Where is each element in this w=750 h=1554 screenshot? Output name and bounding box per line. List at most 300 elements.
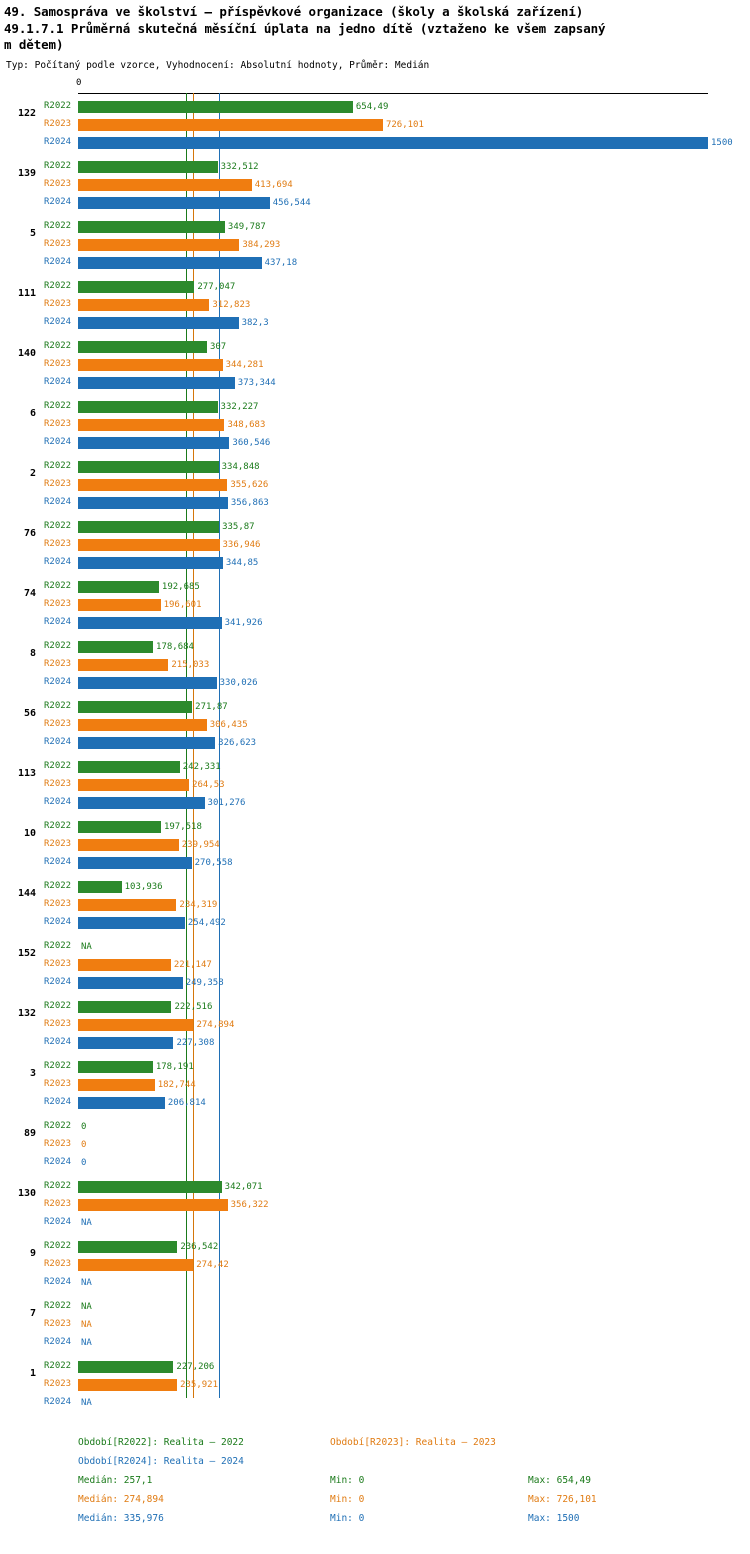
bar-r2023[interactable] bbox=[78, 299, 209, 311]
bar-r2024[interactable] bbox=[78, 377, 235, 389]
bar-value-label: NA bbox=[81, 941, 92, 952]
bar-r2022[interactable] bbox=[78, 101, 353, 113]
chart-group bbox=[0, 1060, 750, 1120]
bar-value-label: 356,863 bbox=[230, 497, 269, 508]
bar-r2023[interactable] bbox=[78, 959, 171, 971]
bar-value-label: 382,3 bbox=[241, 317, 269, 328]
bar-r2023[interactable] bbox=[78, 119, 383, 131]
bar-r2024[interactable] bbox=[78, 317, 239, 329]
chart-bar-row[interactable] bbox=[0, 940, 750, 954]
chart-header bbox=[0, 0, 750, 71]
bar-value-label: 221,147 bbox=[173, 959, 212, 970]
group-category-label: 9 bbox=[29, 1247, 36, 1259]
chart-bar-row[interactable] bbox=[0, 436, 750, 450]
group-category-label: 5 bbox=[29, 227, 36, 239]
series-label-r2022: R2022 bbox=[44, 340, 72, 351]
chart-bar-row[interactable] bbox=[0, 280, 750, 294]
chart-group bbox=[0, 1360, 750, 1420]
chart-bar-row[interactable] bbox=[0, 1060, 750, 1074]
chart-bar-row[interactable] bbox=[0, 898, 750, 912]
chart-bar-row[interactable] bbox=[0, 160, 750, 174]
series-label-r2022: R2022 bbox=[44, 1120, 72, 1131]
bar-value-label: 270,558 bbox=[194, 857, 233, 868]
chart-group bbox=[0, 1000, 750, 1060]
chart-bar-row[interactable] bbox=[0, 340, 750, 354]
bar-value-label: 356,322 bbox=[230, 1199, 269, 1210]
chart-bar-row[interactable] bbox=[0, 580, 750, 594]
bar-r2024[interactable] bbox=[78, 917, 185, 929]
group-category-label: 132 bbox=[17, 1007, 36, 1019]
bar-r2024[interactable] bbox=[78, 1037, 173, 1049]
bar-r2022[interactable] bbox=[78, 881, 122, 893]
bar-value-label: 348,683 bbox=[227, 419, 266, 430]
bar-r2024[interactable] bbox=[78, 257, 262, 269]
bar-value-label: NA bbox=[81, 1397, 92, 1408]
bar-value-label: 254,492 bbox=[187, 917, 226, 928]
series-label-r2023: R2023 bbox=[44, 1318, 72, 1329]
chart-bar-row[interactable] bbox=[0, 1198, 750, 1212]
bar-r2023[interactable] bbox=[78, 1259, 193, 1271]
bar-r2024[interactable] bbox=[78, 977, 183, 989]
chart-group bbox=[0, 1180, 750, 1240]
series-label-r2022: R2022 bbox=[44, 820, 72, 831]
chart-bar-row[interactable] bbox=[0, 838, 750, 852]
chart-bar-row[interactable] bbox=[0, 1180, 750, 1194]
chart-bar-row[interactable] bbox=[0, 220, 750, 234]
series-label-r2023: R2023 bbox=[44, 1018, 72, 1029]
bar-value-label: 1500 bbox=[711, 137, 733, 148]
series-label-r2024: R2024 bbox=[44, 1036, 72, 1047]
chart-bar-row[interactable] bbox=[0, 316, 750, 330]
bar-value-label: 332,512 bbox=[220, 161, 259, 172]
chart-bar-row[interactable] bbox=[0, 1018, 750, 1032]
bar-r2022[interactable] bbox=[78, 1181, 222, 1193]
series-label-r2024: R2024 bbox=[44, 1336, 72, 1347]
group-category-label: 8 bbox=[29, 647, 36, 659]
series-label-r2024: R2024 bbox=[44, 796, 72, 807]
bar-value-label: 301,276 bbox=[207, 797, 246, 808]
bar-value-label: 332,227 bbox=[220, 401, 259, 412]
bar-value-label: 360,546 bbox=[232, 437, 271, 448]
bar-value-label: NA bbox=[81, 1337, 92, 1348]
chart-group bbox=[0, 1300, 750, 1360]
chart-bar-row[interactable] bbox=[0, 676, 750, 690]
bar-r2022[interactable] bbox=[78, 1241, 177, 1253]
series-label-r2023: R2023 bbox=[44, 1078, 72, 1089]
bar-r2022[interactable] bbox=[78, 821, 161, 833]
bar-value-label: 222,516 bbox=[174, 1001, 213, 1012]
bar-value-label: 178,191 bbox=[155, 1061, 194, 1072]
bar-value-label: 336,946 bbox=[222, 539, 261, 550]
chart-bar-row[interactable] bbox=[0, 820, 750, 834]
chart-bar-row[interactable] bbox=[0, 1000, 750, 1014]
series-label-r2024: R2024 bbox=[44, 976, 72, 987]
legend-series-2024: Období[R2024]: Realita – 2024 bbox=[78, 1456, 244, 1467]
bar-value-label: 235,921 bbox=[180, 1379, 219, 1390]
chart-bar-row[interactable] bbox=[0, 196, 750, 210]
group-category-label: 1 bbox=[29, 1367, 36, 1379]
chart-bar-row[interactable] bbox=[0, 1036, 750, 1050]
bar-value-label: 384,293 bbox=[242, 239, 281, 250]
series-label-r2024: R2024 bbox=[44, 136, 72, 147]
series-label-r2023: R2023 bbox=[44, 298, 72, 309]
bar-value-label: 341,926 bbox=[224, 617, 263, 628]
group-category-label: 139 bbox=[17, 167, 36, 179]
bar-r2022[interactable] bbox=[78, 641, 153, 653]
series-label-r2024: R2024 bbox=[44, 616, 72, 627]
bar-r2023[interactable] bbox=[78, 779, 189, 791]
bar-r2024[interactable] bbox=[78, 497, 228, 509]
series-label-r2023: R2023 bbox=[44, 958, 72, 969]
chart-bar-row[interactable] bbox=[0, 1138, 750, 1152]
bar-r2022[interactable] bbox=[78, 461, 219, 473]
bar-value-label: 342,071 bbox=[224, 1181, 263, 1192]
bar-r2023[interactable] bbox=[78, 359, 223, 371]
series-label-r2024: R2024 bbox=[44, 676, 72, 687]
chart-group bbox=[0, 940, 750, 1000]
series-label-r2023: R2023 bbox=[44, 1198, 72, 1209]
chart-bar-row[interactable] bbox=[0, 640, 750, 654]
series-label-r2023: R2023 bbox=[44, 778, 72, 789]
bar-value-label: 242,331 bbox=[182, 761, 221, 772]
bar-r2022[interactable] bbox=[78, 761, 180, 773]
bar-value-label: 312,823 bbox=[212, 299, 251, 310]
series-label-r2022: R2022 bbox=[44, 1360, 72, 1371]
bar-value-label: 271,87 bbox=[195, 701, 228, 712]
chart-bar-row[interactable] bbox=[0, 976, 750, 990]
bar-r2023[interactable] bbox=[78, 599, 161, 611]
group-category-label: 113 bbox=[17, 767, 36, 779]
chart-bar-row[interactable] bbox=[0, 1258, 750, 1272]
series-label-r2023: R2023 bbox=[44, 658, 72, 669]
chart-bar-row[interactable] bbox=[0, 238, 750, 252]
bar-value-label: 349,787 bbox=[227, 221, 266, 232]
series-label-r2022: R2022 bbox=[44, 1000, 72, 1011]
series-label-r2022: R2022 bbox=[44, 700, 72, 711]
bar-r2023[interactable] bbox=[78, 1019, 193, 1031]
bar-r2023[interactable] bbox=[78, 1079, 155, 1091]
bar-r2024[interactable] bbox=[78, 197, 270, 209]
group-category-label: 7 bbox=[29, 1307, 36, 1319]
bar-value-label: NA bbox=[81, 1217, 92, 1228]
group-category-label: 3 bbox=[29, 1067, 36, 1079]
bar-r2022[interactable] bbox=[78, 521, 219, 533]
chart-bar-row[interactable] bbox=[0, 460, 750, 474]
bar-value-label: 227,206 bbox=[176, 1361, 215, 1372]
bar-value-label: 437,18 bbox=[264, 257, 298, 268]
series-label-r2022: R2022 bbox=[44, 1060, 72, 1071]
bar-r2023[interactable] bbox=[78, 719, 207, 731]
bar-r2024[interactable] bbox=[78, 437, 229, 449]
bar-value-label: 103,936 bbox=[124, 881, 163, 892]
bar-value-label: 239,954 bbox=[181, 839, 220, 850]
chart-bar-row[interactable] bbox=[0, 1378, 750, 1392]
group-category-label: 152 bbox=[17, 947, 36, 959]
bar-value-label: 306,435 bbox=[209, 719, 248, 730]
series-label-r2022: R2022 bbox=[44, 1240, 72, 1251]
chart-bar-row[interactable] bbox=[0, 736, 750, 750]
chart-group bbox=[0, 580, 750, 640]
chart-bar-row[interactable] bbox=[0, 1216, 750, 1230]
series-label-r2024: R2024 bbox=[44, 316, 72, 327]
bar-value-label: NA bbox=[81, 1319, 92, 1330]
bar-r2022[interactable] bbox=[78, 581, 159, 593]
chart-bar-row[interactable] bbox=[0, 1276, 750, 1290]
group-category-label: 10 bbox=[23, 827, 36, 839]
page-title-line-1: 49. Samospráva ve školství – příspěvkové organizace (školy a školská zařízení) bbox=[4, 4, 584, 19]
bar-value-label: 277,047 bbox=[197, 281, 236, 292]
bar-value-label: 227,308 bbox=[176, 1037, 215, 1048]
chart-plot-area bbox=[0, 77, 750, 1408]
bar-value-label: 249,358 bbox=[185, 977, 224, 988]
series-label-r2024: R2024 bbox=[44, 376, 72, 387]
bar-value-label: 0 bbox=[81, 1139, 87, 1150]
series-label-r2024: R2024 bbox=[44, 556, 72, 567]
chart-subtitle: Typ: Počítaný podle vzorce, Vyhodnocení: Absolutní hodnoty, Průměr: Medián bbox=[6, 59, 430, 71]
legend-series-2023: Období[R2023]: Realita – 2023 bbox=[330, 1437, 496, 1448]
bar-r2022[interactable] bbox=[78, 401, 218, 413]
chart-bar-row[interactable] bbox=[0, 1396, 750, 1410]
chart-bar-row[interactable] bbox=[0, 136, 750, 150]
bar-value-label: 234,319 bbox=[179, 899, 218, 910]
chart-group bbox=[0, 700, 750, 760]
bar-r2022[interactable] bbox=[78, 701, 192, 713]
bar-value-label: 236,542 bbox=[180, 1241, 219, 1252]
chart-bar-row[interactable] bbox=[0, 616, 750, 630]
chart-group bbox=[0, 880, 750, 940]
series-label-r2023: R2023 bbox=[44, 358, 72, 369]
series-label-r2022: R2022 bbox=[44, 220, 72, 231]
group-category-label: 111 bbox=[17, 287, 36, 299]
chart-bar-row[interactable] bbox=[0, 598, 750, 612]
stat-median-2024: Medián: 335,976 bbox=[78, 1513, 164, 1524]
series-label-r2024: R2024 bbox=[44, 496, 72, 507]
bar-value-label: NA bbox=[81, 1301, 92, 1312]
bar-value-label: 373,344 bbox=[237, 377, 276, 388]
series-label-r2022: R2022 bbox=[44, 880, 72, 891]
group-category-label: 76 bbox=[23, 527, 36, 539]
chart-group bbox=[0, 1240, 750, 1300]
chart-bar-row[interactable] bbox=[0, 856, 750, 870]
bar-value-label: 456,544 bbox=[272, 197, 311, 208]
stat-min-2022: Min: 0 bbox=[330, 1475, 365, 1486]
bar-r2024[interactable] bbox=[78, 677, 217, 689]
stat-median-2022: Medián: 257,1 bbox=[78, 1475, 153, 1486]
bar-value-label: 206,814 bbox=[167, 1097, 206, 1108]
group-category-label: 74 bbox=[23, 587, 36, 599]
chart-bar-row[interactable] bbox=[0, 178, 750, 192]
chart-bar-row[interactable] bbox=[0, 718, 750, 732]
series-label-r2024: R2024 bbox=[44, 1396, 72, 1407]
chart-bar-row[interactable] bbox=[0, 118, 750, 132]
group-category-label: 6 bbox=[29, 407, 36, 419]
series-label-r2023: R2023 bbox=[44, 118, 72, 129]
series-label-r2023: R2023 bbox=[44, 478, 72, 489]
bar-r2023[interactable] bbox=[78, 1379, 177, 1391]
chart-bar-row[interactable] bbox=[0, 958, 750, 972]
chart-bar-row[interactable] bbox=[0, 1336, 750, 1350]
chart-group bbox=[0, 100, 750, 160]
series-label-r2022: R2022 bbox=[44, 400, 72, 411]
group-category-label: 140 bbox=[17, 347, 36, 359]
chart-group bbox=[0, 640, 750, 700]
chart-bar-row[interactable] bbox=[0, 700, 750, 714]
bar-r2023[interactable] bbox=[78, 179, 252, 191]
page-title-line-3: m dětem) bbox=[4, 37, 64, 52]
axis-zero-label: 0 bbox=[76, 77, 82, 88]
bar-r2023[interactable] bbox=[78, 539, 220, 551]
bar-r2024[interactable] bbox=[78, 137, 708, 149]
bar-value-label: 274,894 bbox=[196, 1019, 235, 1030]
bar-r2022[interactable] bbox=[78, 1061, 153, 1073]
series-label-r2023: R2023 bbox=[44, 898, 72, 909]
bar-value-label: 215,033 bbox=[171, 659, 210, 670]
chart-bar-row[interactable] bbox=[0, 496, 750, 510]
series-label-r2024: R2024 bbox=[44, 436, 72, 447]
bar-value-label: 274,42 bbox=[196, 1259, 229, 1270]
series-label-r2023: R2023 bbox=[44, 178, 72, 189]
series-label-r2023: R2023 bbox=[44, 418, 72, 429]
stat-min-2024: Min: 0 bbox=[330, 1513, 365, 1524]
series-label-r2023: R2023 bbox=[44, 718, 72, 729]
chart-bar-row[interactable] bbox=[0, 478, 750, 492]
legend-series-row-1 bbox=[0, 1437, 750, 1456]
bar-r2024[interactable] bbox=[78, 797, 205, 809]
bar-r2022[interactable] bbox=[78, 161, 218, 173]
chart-group bbox=[0, 160, 750, 220]
bar-value-label: 192,685 bbox=[161, 581, 200, 592]
series-label-r2023: R2023 bbox=[44, 538, 72, 549]
series-label-r2024: R2024 bbox=[44, 916, 72, 927]
chart-bar-row[interactable] bbox=[0, 1300, 750, 1314]
legend-stats-row-2 bbox=[0, 1494, 750, 1513]
chart-bar-row[interactable] bbox=[0, 1120, 750, 1134]
series-label-r2024: R2024 bbox=[44, 736, 72, 747]
chart-bar-row[interactable] bbox=[0, 1096, 750, 1110]
chart-bar-row[interactable] bbox=[0, 298, 750, 312]
bar-r2023[interactable] bbox=[78, 839, 179, 851]
series-label-r2024: R2024 bbox=[44, 1156, 72, 1167]
series-label-r2022: R2022 bbox=[44, 580, 72, 591]
chart-bar-row[interactable] bbox=[0, 658, 750, 672]
series-label-r2023: R2023 bbox=[44, 1258, 72, 1269]
chart-bar-row[interactable] bbox=[0, 376, 750, 390]
series-label-r2022: R2022 bbox=[44, 100, 72, 111]
bar-value-label: 307 bbox=[209, 341, 227, 352]
bar-value-label: 335,87 bbox=[222, 521, 255, 532]
chart-bar-row[interactable] bbox=[0, 556, 750, 570]
series-label-r2023: R2023 bbox=[44, 1378, 72, 1389]
chart-bar-row[interactable] bbox=[0, 796, 750, 810]
series-label-r2023: R2023 bbox=[44, 838, 72, 849]
series-label-r2024: R2024 bbox=[44, 1276, 72, 1287]
bar-value-label: 726,101 bbox=[385, 119, 424, 130]
bar-r2024[interactable] bbox=[78, 557, 223, 569]
chart-group bbox=[0, 400, 750, 460]
bar-r2023[interactable] bbox=[78, 1199, 228, 1211]
bar-r2024[interactable] bbox=[78, 1097, 165, 1109]
bar-value-label: 413,694 bbox=[254, 179, 293, 190]
series-label-r2022: R2022 bbox=[44, 160, 72, 171]
bar-r2024[interactable] bbox=[78, 857, 192, 869]
bar-r2024[interactable] bbox=[78, 737, 215, 749]
chart-group bbox=[0, 820, 750, 880]
bar-r2023[interactable] bbox=[78, 239, 239, 251]
chart-bar-row[interactable] bbox=[0, 358, 750, 372]
group-category-label: 2 bbox=[29, 467, 36, 479]
group-category-label: 130 bbox=[17, 1187, 36, 1199]
series-label-r2022: R2022 bbox=[44, 640, 72, 651]
legend-series-row-2 bbox=[0, 1456, 750, 1475]
chart-bar-row[interactable] bbox=[0, 1240, 750, 1254]
legend-series-2022: Období[R2022]: Realita – 2022 bbox=[78, 1437, 244, 1448]
chart-bar-row[interactable] bbox=[0, 1318, 750, 1332]
axis-top-line bbox=[78, 93, 708, 94]
bar-value-label: 196,601 bbox=[163, 599, 202, 610]
stat-max-2022: Max: 654,49 bbox=[528, 1475, 591, 1486]
series-label-r2022: R2022 bbox=[44, 280, 72, 291]
chart-bar-row[interactable] bbox=[0, 1360, 750, 1374]
series-label-r2022: R2022 bbox=[44, 760, 72, 771]
bar-r2023[interactable] bbox=[78, 659, 168, 671]
chart-group bbox=[0, 340, 750, 400]
bar-value-label: NA bbox=[81, 1277, 92, 1288]
bar-r2023[interactable] bbox=[78, 419, 224, 431]
bar-value-label: 344,85 bbox=[225, 557, 259, 568]
chart-bar-row[interactable] bbox=[0, 1156, 750, 1170]
bar-value-label: 344,281 bbox=[225, 359, 264, 370]
series-label-r2022: R2022 bbox=[44, 1300, 72, 1311]
stat-median-2023: Medián: 274,894 bbox=[78, 1494, 164, 1505]
chart-bar-row[interactable] bbox=[0, 760, 750, 774]
bar-r2023[interactable] bbox=[78, 479, 227, 491]
chart-bar-row[interactable] bbox=[0, 520, 750, 534]
bar-r2024[interactable] bbox=[78, 617, 222, 629]
chart-bar-row[interactable] bbox=[0, 418, 750, 432]
series-label-r2023: R2023 bbox=[44, 1138, 72, 1149]
chart-group bbox=[0, 760, 750, 820]
group-category-label: 144 bbox=[17, 887, 36, 899]
chart-bar-row[interactable] bbox=[0, 256, 750, 270]
chart-bar-row[interactable] bbox=[0, 400, 750, 414]
bar-r2022[interactable] bbox=[78, 281, 194, 293]
group-category-label: 89 bbox=[23, 1127, 36, 1139]
bar-r2023[interactable] bbox=[78, 899, 176, 911]
chart-group bbox=[0, 520, 750, 580]
chart-bar-row[interactable] bbox=[0, 1078, 750, 1092]
chart-group bbox=[0, 280, 750, 340]
chart-bar-row[interactable] bbox=[0, 916, 750, 930]
bar-r2022[interactable] bbox=[78, 1361, 173, 1373]
bar-value-label: 264,53 bbox=[192, 779, 225, 790]
bar-r2022[interactable] bbox=[78, 341, 207, 353]
series-label-r2024: R2024 bbox=[44, 856, 72, 867]
chart-bar-row[interactable] bbox=[0, 538, 750, 552]
bar-value-label: 0 bbox=[81, 1121, 87, 1132]
chart-legend bbox=[0, 1437, 750, 1532]
chart-bar-row[interactable] bbox=[0, 100, 750, 114]
bar-value-label: 355,626 bbox=[230, 479, 269, 490]
chart-group bbox=[0, 220, 750, 280]
series-label-r2023: R2023 bbox=[44, 598, 72, 609]
chart-bar-row[interactable] bbox=[0, 880, 750, 894]
bar-value-label: 326,623 bbox=[218, 737, 257, 748]
stat-min-2023: Min: 0 bbox=[330, 1494, 365, 1505]
bar-r2022[interactable] bbox=[78, 221, 225, 233]
chart-bar-row[interactable] bbox=[0, 778, 750, 792]
bar-value-label: 182,744 bbox=[157, 1079, 196, 1090]
bar-r2022[interactable] bbox=[78, 1001, 171, 1013]
